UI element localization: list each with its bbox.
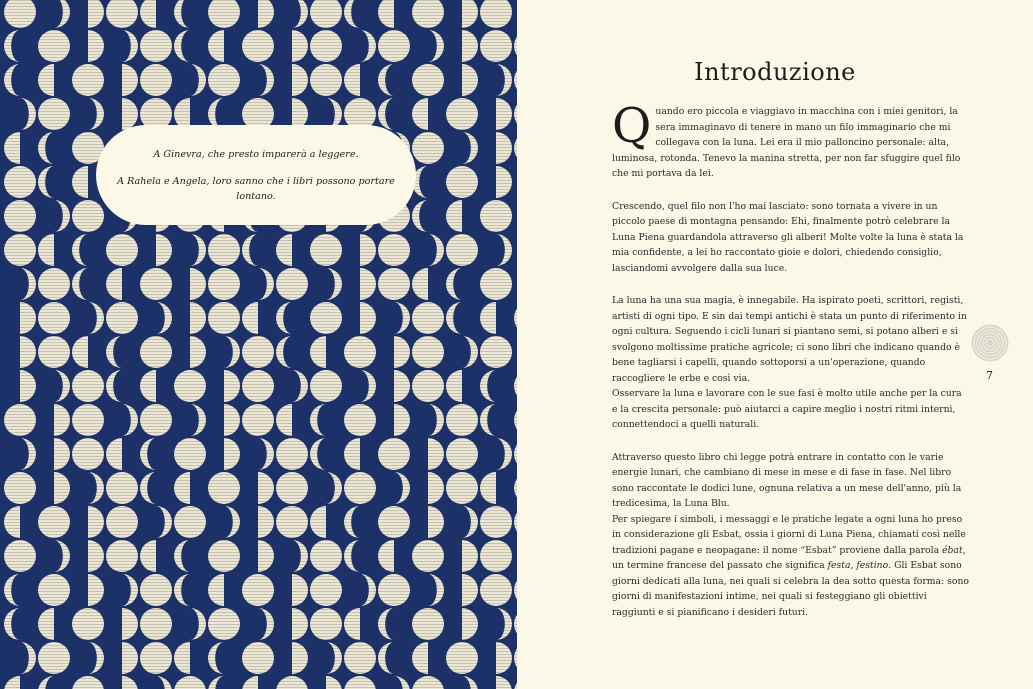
moon-phase xyxy=(446,404,478,436)
moon-phase xyxy=(174,0,190,28)
moon-phase xyxy=(174,642,190,674)
moon-phase xyxy=(412,98,428,130)
moon-phase xyxy=(38,642,70,674)
paragraph-1 xyxy=(612,98,970,182)
moon-phase xyxy=(344,676,376,689)
paragraph-1-text: uando ero piccola e viaggiavo in macchina con i miei genitori, la sera immaginavo di tenere in mano un filo immaginario che mi collegava con la luna. Lei era il mio palloncino personale: alta, luminosa, rotonda. Tenevo la manina stretta, per non far sfuggire quel filo che mi portava da lei. xyxy=(612,106,961,179)
moon-phase xyxy=(122,30,138,62)
moon-phase xyxy=(412,268,428,300)
moon-phase xyxy=(276,268,308,300)
moon-phase xyxy=(462,336,478,368)
moon-phase xyxy=(344,540,360,572)
paragraph-6-text-c: , un termine francese del passato che significa xyxy=(612,544,966,571)
moon-phase xyxy=(72,370,104,402)
moon-phase xyxy=(462,132,478,164)
paragraph-6-italic-ebat: ébat xyxy=(942,544,963,556)
moon-phase xyxy=(54,370,70,402)
moon-phase xyxy=(276,234,292,266)
moon-phase xyxy=(344,404,376,436)
moon-phase xyxy=(480,540,512,572)
moon-phase xyxy=(428,506,444,538)
moon-phase xyxy=(156,506,172,538)
moon-phase xyxy=(106,336,122,368)
moon-phase xyxy=(496,642,512,674)
moon-phase xyxy=(38,132,54,164)
moon-phase xyxy=(140,642,172,674)
moon-phase xyxy=(310,234,342,266)
moon-phase xyxy=(310,506,326,538)
moon-phase xyxy=(310,64,342,96)
moon-phase xyxy=(208,30,224,62)
moon-phase xyxy=(72,166,88,198)
moon-phase xyxy=(412,132,444,164)
moon-phase xyxy=(88,506,104,538)
moon-phase xyxy=(360,268,376,300)
moon-phase xyxy=(496,64,512,96)
dedication-line-2: A Rahela e Angela, loro sanno che i libri possono portare lontano. xyxy=(117,175,395,202)
moon-phase xyxy=(208,268,240,300)
moon-phase xyxy=(174,30,190,62)
moon-phase xyxy=(208,302,240,334)
moon-phase xyxy=(106,268,122,300)
moon-phase xyxy=(292,30,308,62)
moon-phase xyxy=(446,200,462,232)
moon-phase xyxy=(208,676,224,689)
moon-phase xyxy=(258,64,274,96)
moon-phase xyxy=(106,472,138,504)
moon-phase xyxy=(344,608,360,640)
moon-phase xyxy=(4,234,36,266)
moon-phase xyxy=(292,0,308,28)
moon-phase xyxy=(446,642,478,674)
moon-phase xyxy=(394,370,410,402)
moon-phase xyxy=(344,472,376,504)
moon-phase xyxy=(38,30,70,62)
moon-phase xyxy=(174,370,206,402)
moon-phase xyxy=(378,540,394,572)
moon-phase xyxy=(412,302,444,334)
moon-phase xyxy=(88,0,104,28)
moon-phase xyxy=(38,268,70,300)
moon-phase xyxy=(428,30,444,62)
moon-phase xyxy=(38,302,70,334)
moon-phase xyxy=(174,438,206,470)
moon-phase xyxy=(72,608,104,640)
moon-phase xyxy=(38,336,70,368)
moon-phase xyxy=(20,642,36,674)
moon-phase xyxy=(106,540,138,572)
moon-phase xyxy=(140,438,156,470)
moon-phase xyxy=(428,438,444,470)
moon-phase xyxy=(224,506,240,538)
moon-phase xyxy=(480,574,512,606)
moon-phase xyxy=(190,302,206,334)
moon-phase xyxy=(4,540,36,572)
moon-phase xyxy=(258,472,274,504)
moon-phase xyxy=(122,608,138,640)
moon-phase xyxy=(190,234,206,266)
moon-phase xyxy=(412,642,428,674)
moon-phase xyxy=(20,268,36,300)
moon-phase xyxy=(242,30,274,62)
moon-phase xyxy=(412,0,444,28)
moon-phase xyxy=(360,30,376,62)
moon-phase xyxy=(394,676,410,689)
moon-phase xyxy=(480,200,512,232)
moon-phase xyxy=(242,302,258,334)
moon-phase xyxy=(480,506,512,538)
moon-phase xyxy=(140,370,156,402)
moon-phase xyxy=(4,30,20,62)
moon-phase xyxy=(480,30,512,62)
moon-phase xyxy=(140,30,172,62)
moon-phase xyxy=(446,234,478,266)
moon-phase xyxy=(276,506,308,538)
moon-phase xyxy=(310,302,342,334)
dedication-box xyxy=(96,125,416,225)
moon-phase xyxy=(72,438,104,470)
moon-phase xyxy=(122,642,138,674)
moon-phase xyxy=(360,370,376,402)
moon-phase xyxy=(20,98,36,130)
moon-phase xyxy=(496,438,512,470)
moon-phase xyxy=(378,438,410,470)
moon-phase xyxy=(54,200,70,232)
moon-phase xyxy=(208,574,224,606)
moon-phase xyxy=(20,336,36,368)
moon-phase xyxy=(496,608,512,640)
moon-phase xyxy=(208,642,224,674)
moon-phase xyxy=(54,438,70,470)
moon-phase xyxy=(140,608,172,640)
moon-phase xyxy=(344,336,376,368)
moon-phase xyxy=(54,404,70,436)
moon-phase xyxy=(54,0,70,28)
moon-phase xyxy=(310,336,326,368)
moon-phase xyxy=(276,302,292,334)
moon-phase xyxy=(326,676,342,689)
moon-phase xyxy=(122,404,138,436)
moon-phase xyxy=(38,64,54,96)
moon-phase xyxy=(88,302,104,334)
moon-phase xyxy=(122,574,138,606)
moon-phase xyxy=(480,268,512,300)
moon-phase xyxy=(242,642,274,674)
moon-phase xyxy=(462,608,478,640)
moon-phase xyxy=(276,336,292,368)
moon-phase xyxy=(72,676,104,689)
moon-phase xyxy=(462,64,478,96)
moon-phase xyxy=(276,676,308,689)
moon-phase xyxy=(54,540,70,572)
moon-phase xyxy=(412,540,444,572)
moon-phase xyxy=(428,404,444,436)
moon-phase xyxy=(292,608,308,640)
moon-phase xyxy=(224,404,240,436)
moon-phase xyxy=(496,234,512,266)
moon-phase xyxy=(174,472,190,504)
moon-phase xyxy=(496,166,512,198)
moon-phase xyxy=(446,370,462,402)
moon-phase xyxy=(174,506,206,538)
moon-phase xyxy=(122,676,138,689)
moon-phase xyxy=(412,370,444,402)
moon-phase xyxy=(344,506,360,538)
moon-phase xyxy=(72,234,88,266)
moon-phase xyxy=(140,64,172,96)
moon-phase xyxy=(378,98,394,130)
moon-phase xyxy=(242,574,274,606)
paragraph-3: La luna ha una sua magia, è innegabile. Ha ispirato poeti, scrittori, registi, artisti di ogni tipo. E sin dai tempi antichi è stata un punto di riferimento in ogni cultura. Seguendo i cicli lunari si piantano semi, si potano alberi e si svolgono moltissime pratiche agricole; ci sono libri che indicano quando è bene tagliarsi i capelli, quando sottoporsi a un'operazione, quando raccogliere le erbe e così via. xyxy=(612,295,967,384)
moon-phase xyxy=(224,370,240,402)
moon-phase xyxy=(446,438,478,470)
moon-phase xyxy=(38,574,70,606)
moon-phase xyxy=(344,438,360,470)
moon-phase xyxy=(360,302,376,334)
moon-phase xyxy=(156,234,172,266)
moon-phase xyxy=(412,608,444,640)
moon-phase xyxy=(140,540,156,572)
moon-phase xyxy=(106,302,138,334)
moon-phase xyxy=(38,676,54,689)
moon-phase xyxy=(276,404,292,436)
moon-phase xyxy=(208,608,240,640)
moon-phase xyxy=(462,30,478,62)
moon-phase xyxy=(310,30,342,62)
moon-phase xyxy=(4,166,36,198)
moon-phase xyxy=(242,370,274,402)
moon-phase xyxy=(496,98,512,130)
moon-phase xyxy=(292,64,308,96)
moon-phase xyxy=(412,64,444,96)
moon-phase xyxy=(190,64,206,96)
moon-phase xyxy=(310,574,342,606)
moon-phase xyxy=(310,404,326,436)
moon-phase xyxy=(480,336,512,368)
moon-phase xyxy=(326,472,342,504)
moon-phase xyxy=(344,642,376,674)
moon-phase xyxy=(360,574,376,606)
moon-phase xyxy=(72,336,88,368)
moon-phase xyxy=(462,0,478,28)
moon-phase xyxy=(242,676,258,689)
right-page xyxy=(517,0,1033,689)
moon-phase xyxy=(4,200,36,232)
moon-phase xyxy=(106,370,122,402)
moon-phase xyxy=(38,234,54,266)
moon-phase xyxy=(292,574,308,606)
moon-phase xyxy=(378,506,410,538)
moon-phase xyxy=(344,64,360,96)
paragraph-5: Attraverso questo libro chi legge potrà entrare in contatto con le varie energie lunari, che cambiano di mese in mese e di fase in fase. Nel libro sono raccontate le dodici lune, ognuna relativa a un mese dell'anno, più la tredicesima, la Luna Blu. xyxy=(612,451,962,509)
moon-phase xyxy=(174,676,206,689)
moon-phase xyxy=(446,302,462,334)
moon-phase xyxy=(106,506,138,538)
moon-phase xyxy=(4,506,20,538)
moon-phase xyxy=(428,234,444,266)
moon-phase xyxy=(276,472,308,504)
moon-phase xyxy=(258,506,274,538)
moon-phase xyxy=(156,676,172,689)
moon-phase xyxy=(4,404,36,436)
moon-phase xyxy=(208,64,240,96)
moon-phase xyxy=(242,404,274,436)
moon-phase xyxy=(446,472,478,504)
moon-phase xyxy=(378,268,410,300)
moon-phase xyxy=(378,574,410,606)
moon-phase xyxy=(480,472,496,504)
moon-phase xyxy=(428,472,444,504)
moon-phase xyxy=(326,642,342,674)
moon-phase xyxy=(20,370,36,402)
moon-phase xyxy=(72,200,104,232)
moon-phase xyxy=(106,234,138,266)
moon-phase xyxy=(378,0,394,28)
moon-phase xyxy=(310,608,342,640)
moon-phase xyxy=(276,438,308,470)
paragraph-6-italic-festa: festa, festino xyxy=(827,560,889,571)
moon-phase xyxy=(4,574,20,606)
moon-phase xyxy=(378,608,394,640)
moon-phase xyxy=(446,166,478,198)
moon-phase xyxy=(140,0,156,28)
moon-phase xyxy=(190,608,206,640)
moon-phase xyxy=(122,64,138,96)
moon-phase xyxy=(412,200,428,232)
moon-phase xyxy=(88,472,104,504)
paragraph-2: Crescendo, quel filo non l'ho mai lasciato: sono tornata a vivere in un piccolo paese di montagna pensando: Ehi, finalmente potrò celebrare la Luna Piena guardandola attraverso gli alberi! Molte volte la luna è stata la mia confidente, a lei ho raccontato gioie e dolori, chiedendo consiglio, lasciandomi avvolgere dalla sua luce. xyxy=(612,200,964,274)
moon-phase xyxy=(88,98,104,130)
moon-phase xyxy=(258,268,274,300)
moon-phase xyxy=(190,268,206,300)
moon-phase xyxy=(496,132,512,164)
moon-phase xyxy=(72,404,104,436)
moon-phase xyxy=(4,64,20,96)
moon-phase xyxy=(72,64,104,96)
moon-phase xyxy=(242,234,258,266)
moon-phase xyxy=(38,166,54,198)
moon-phase xyxy=(140,336,172,368)
moon-phase xyxy=(412,676,444,689)
moon-phase xyxy=(394,336,410,368)
moon-phase xyxy=(292,642,308,674)
chapter-body xyxy=(612,98,970,637)
moon-phase xyxy=(378,30,410,62)
moon-phase xyxy=(106,438,122,470)
moon-phase xyxy=(20,438,36,470)
moon-phase xyxy=(480,0,512,28)
moon-phase xyxy=(190,404,206,436)
moon-phase xyxy=(378,642,394,674)
moon-phase xyxy=(428,574,444,606)
moon-phase xyxy=(480,404,496,436)
paragraph-6-text-a: Per spiegare i simboli, i messaggi e le pratiche legate a ogni luna ho preso in considerazione gli Esbat, ossia i giorni di Luna Piena, chiamati così nelle tradizioni pagane e neopagane: il nome “Esbat” proviene dalla parola xyxy=(612,513,966,556)
moon-phase xyxy=(394,302,410,334)
moon-phase xyxy=(38,98,70,130)
paragraph-6 xyxy=(612,512,970,621)
moon-phase xyxy=(20,302,36,334)
moon-phase xyxy=(140,268,172,300)
moon-phase xyxy=(310,438,326,470)
moon-phase xyxy=(326,268,342,300)
moon-phase xyxy=(140,404,172,436)
moon-phase xyxy=(292,540,308,572)
moon-phase xyxy=(310,370,342,402)
moon-phase xyxy=(88,574,104,606)
moon-phase xyxy=(258,438,274,470)
moon-phase xyxy=(394,472,410,504)
paragraph-6-text-e: . Gli Esbat sono giorni dedicati alla luna, nei quali si celebra la dea sotto questa forma: sono giorni di manifestazioni intime, nei quali si festeggiano gli obiettivi raggiunti e si pianificano i desideri futuri. xyxy=(612,560,969,618)
moon-phase xyxy=(4,676,20,689)
moon-phase xyxy=(378,64,394,96)
moon-phase xyxy=(208,234,240,266)
moon-phase xyxy=(174,540,190,572)
moon-phase xyxy=(344,0,360,28)
moon-phase xyxy=(38,608,54,640)
moon-phase xyxy=(360,234,376,266)
moon-phase xyxy=(310,0,342,28)
moon-phase xyxy=(88,642,104,674)
moon-phase xyxy=(140,574,172,606)
moon-phase xyxy=(446,268,462,300)
moon-phase xyxy=(292,370,308,402)
moon-phase xyxy=(156,302,172,334)
moon-phase xyxy=(106,0,138,28)
moon-phase xyxy=(378,234,410,266)
moon-phase xyxy=(310,540,342,572)
moon-phase xyxy=(462,540,478,572)
moon-phase xyxy=(446,98,478,130)
moon-phase xyxy=(72,268,88,300)
moon-phase xyxy=(224,438,240,470)
moon-phase xyxy=(208,540,240,572)
moon-phase xyxy=(258,608,274,640)
moon-phase xyxy=(4,132,20,164)
moon-phase xyxy=(394,404,410,436)
moon-phase xyxy=(54,472,70,504)
drop-cap: Q xyxy=(612,98,652,154)
moon-phase xyxy=(4,0,36,28)
moon-phase xyxy=(208,0,240,28)
moon-phase xyxy=(242,336,274,368)
moon-phase xyxy=(4,472,36,504)
moon-phase xyxy=(174,574,190,606)
page-number: 7 xyxy=(986,369,993,382)
moon-phase xyxy=(258,540,274,572)
moon-phase xyxy=(140,472,156,504)
moon-phase xyxy=(462,676,478,689)
moon-phase xyxy=(480,302,496,334)
moon-phase xyxy=(224,336,240,368)
paragraph-4: Osservare la luna e lavorare con le sue fasi è molto utile anche per la cura e la crescita personale: può aiutarci a capire meglio i nostri ritmi interni, connettendoci a quelli naturali. xyxy=(612,388,962,430)
moon-phase xyxy=(462,506,478,538)
moon-phase xyxy=(4,608,20,640)
moon-phase xyxy=(38,506,70,538)
moon-phase xyxy=(258,0,274,28)
chapter-title: Introduzione xyxy=(694,58,856,86)
full-moon-icon xyxy=(971,324,1009,362)
dedication-line-1: A Ginevra, che presto imparerà a leggere. xyxy=(153,148,359,160)
moon-phase xyxy=(412,336,444,368)
moon-phase xyxy=(88,30,104,62)
moon-phase xyxy=(462,574,478,606)
moon-phase xyxy=(208,472,240,504)
moon-phase xyxy=(480,370,496,402)
moon-phase xyxy=(496,676,512,689)
moon-phase xyxy=(190,336,206,368)
moon-phase xyxy=(88,540,104,572)
